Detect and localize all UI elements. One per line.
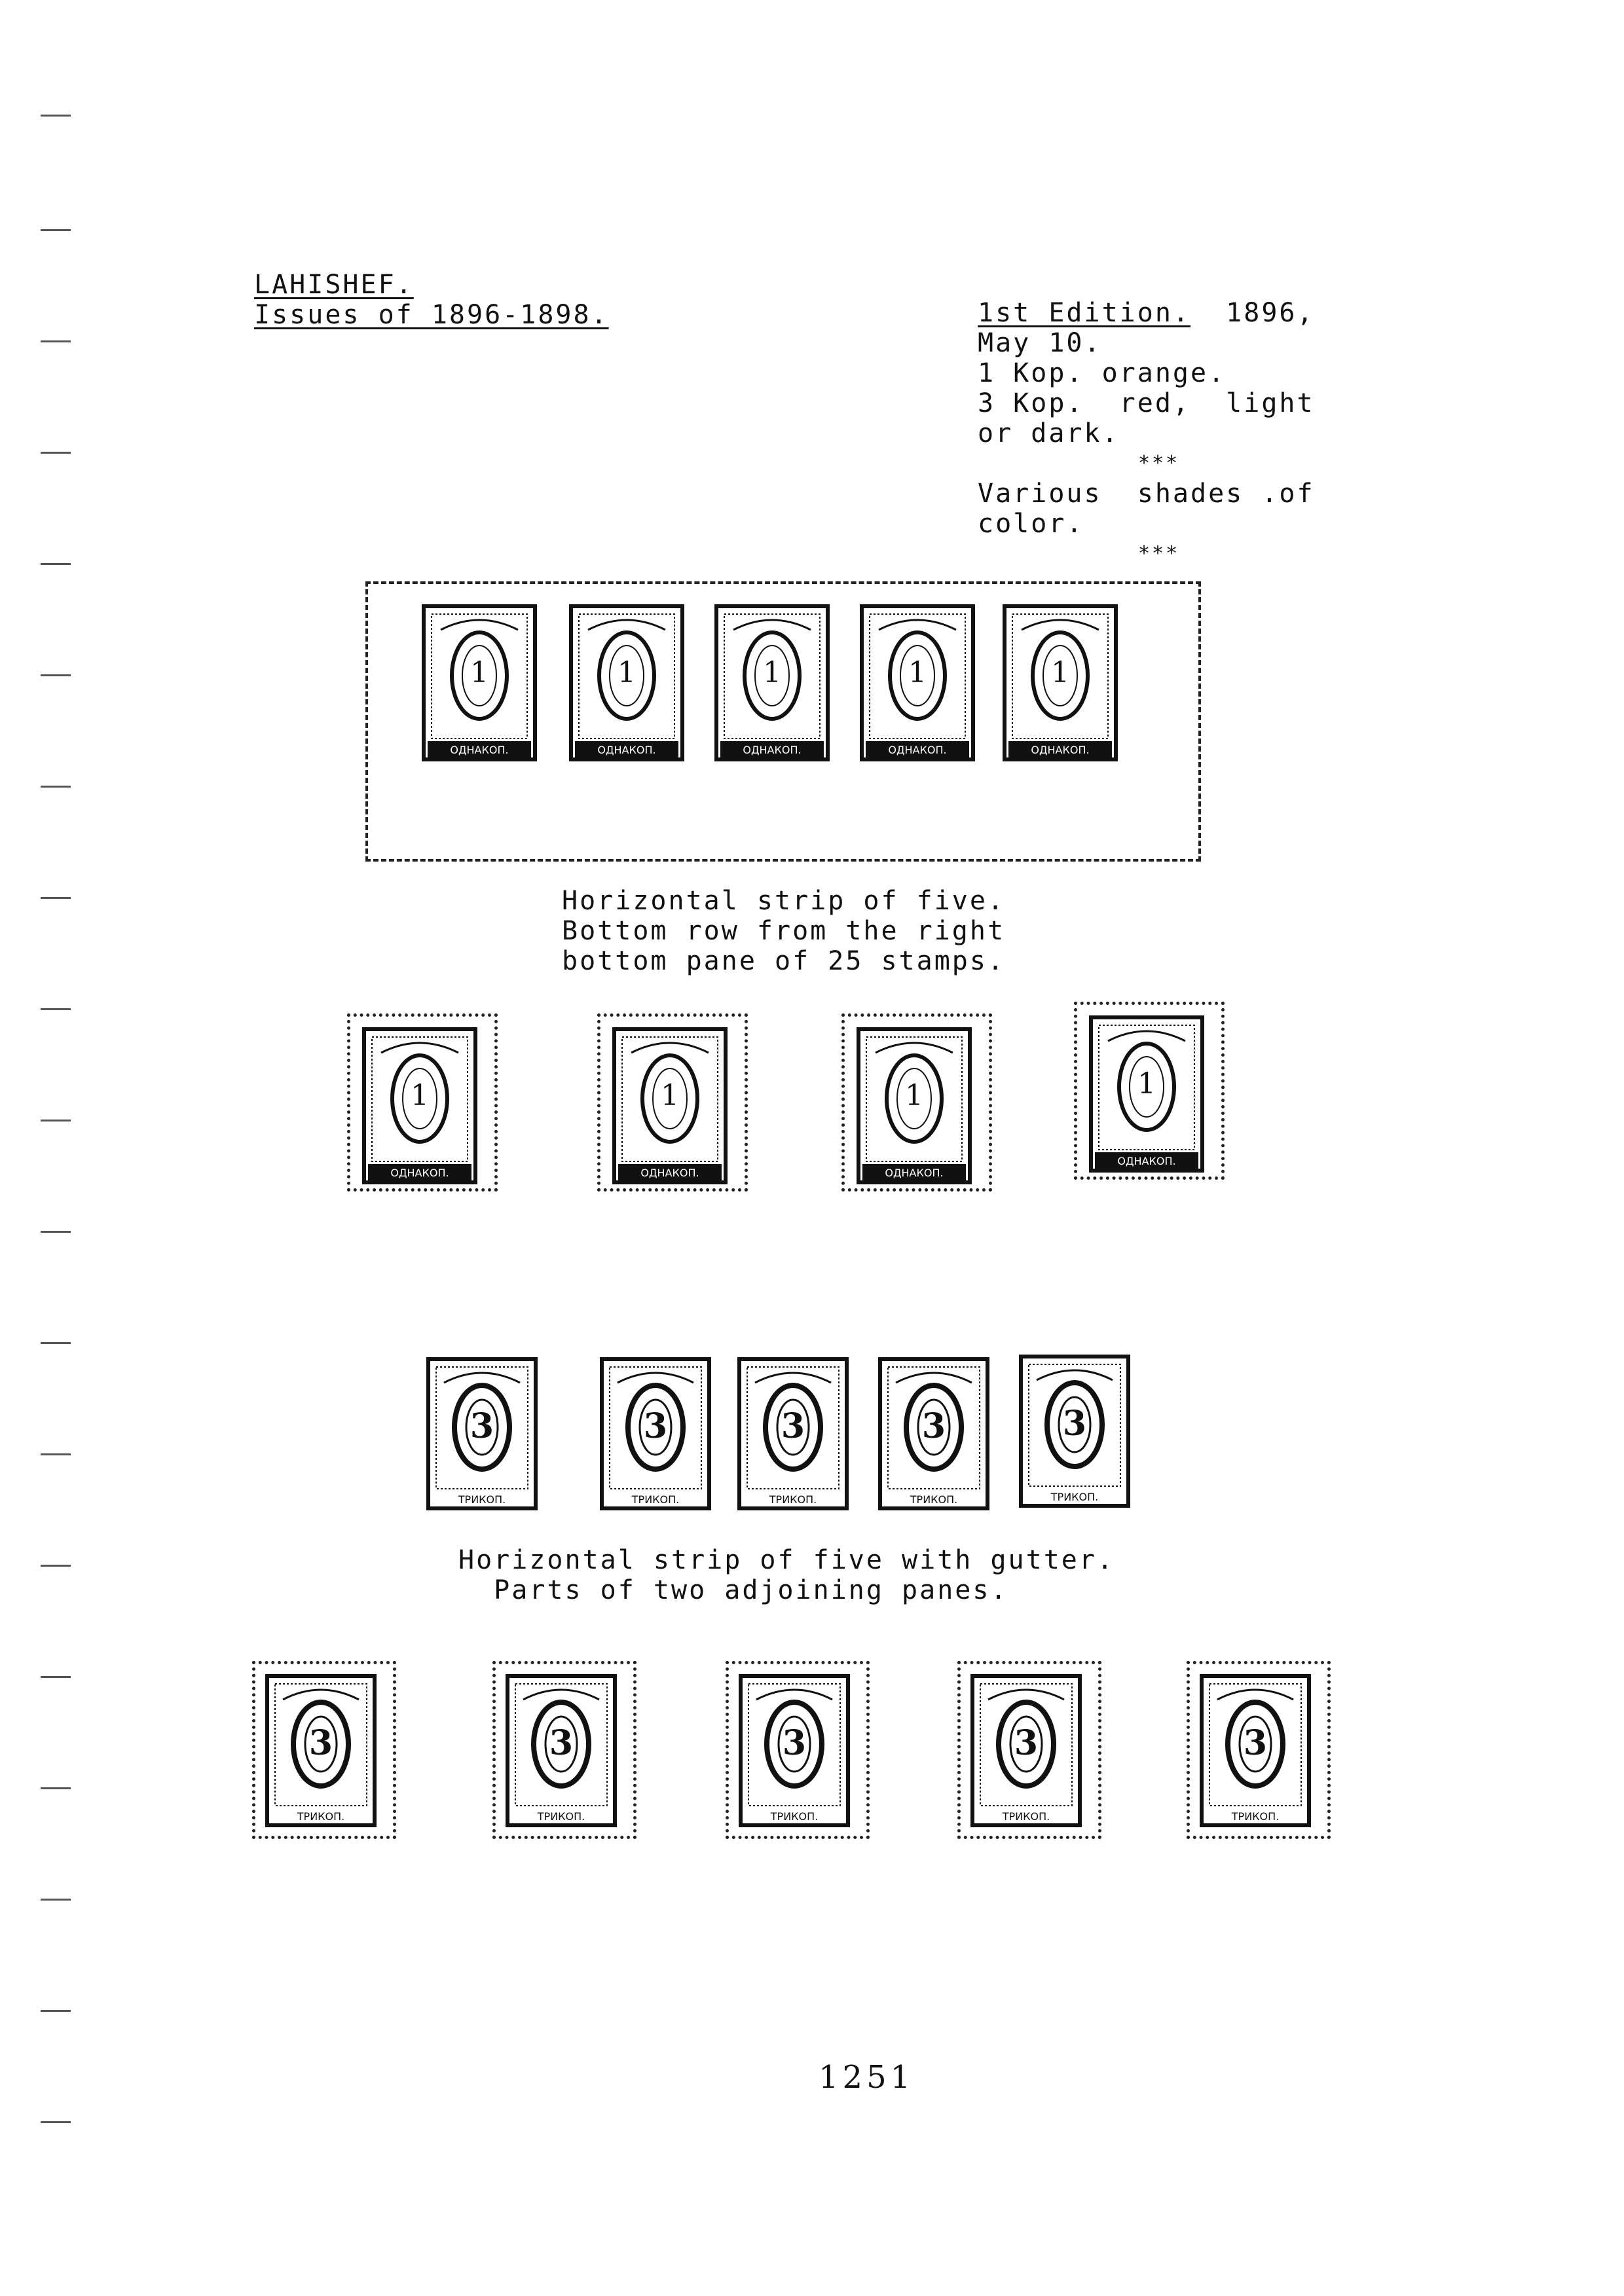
stamp-1kop xyxy=(421,604,538,762)
margin-tick xyxy=(41,786,71,788)
note-line: color. xyxy=(978,509,1084,539)
stamp-label: ТРИКОП. xyxy=(769,1493,817,1506)
stamp-label: ОДНАКОП. xyxy=(743,744,802,756)
margin-tick xyxy=(41,1231,71,1233)
stamp-3kop xyxy=(265,1673,377,1828)
margin-tick xyxy=(41,1787,71,1789)
stamp-label: ОДНАКОП. xyxy=(640,1167,699,1179)
margin-tick xyxy=(41,452,71,454)
stamp-label: ОДНАКОП. xyxy=(1031,744,1090,756)
margin-tick xyxy=(41,674,71,676)
stamp-1kop xyxy=(568,604,685,762)
stamp-numeral: 3 xyxy=(643,1406,668,1446)
stamp-numeral: 3 xyxy=(1243,1723,1268,1763)
stamp-1kop xyxy=(859,604,976,762)
edition-line: 3 Kop. red, light xyxy=(978,388,1315,418)
edition-line: 1 Kop. orange. xyxy=(978,358,1227,388)
stamp-3kop xyxy=(877,1357,990,1511)
stamp-numeral: 1 xyxy=(1137,1067,1156,1101)
stamp-label: ТРИКОП. xyxy=(1050,1491,1099,1503)
stamp-label: ТРИКОП. xyxy=(458,1493,506,1506)
separator-end: *** xyxy=(1138,542,1180,565)
edition-line: or dark. xyxy=(978,418,1120,448)
stamp-3kop xyxy=(1018,1354,1131,1508)
stamp-numeral: 1 xyxy=(618,656,636,689)
stamp-1kop xyxy=(714,604,830,762)
stamp-numeral: 3 xyxy=(782,1723,807,1763)
margin-tick xyxy=(41,1342,71,1344)
page-number: 1251 xyxy=(819,2059,915,2096)
edition-year: 1896, xyxy=(1226,298,1315,328)
stamp-3kop xyxy=(737,1357,849,1511)
caption-line: Parts of two adjoining panes. xyxy=(458,1575,1008,1605)
caption-line: Horizontal strip of five with gutter. xyxy=(458,1545,1115,1575)
stamp-numeral: 3 xyxy=(1014,1723,1039,1763)
stamp-numeral: 1 xyxy=(661,1079,679,1112)
stamp-1kop xyxy=(856,1027,972,1185)
stamp-numeral: 1 xyxy=(411,1079,429,1112)
caption-line: bottom pane of 25 stamps. xyxy=(562,946,1006,976)
stamp-numeral: 1 xyxy=(763,656,781,689)
page-subtitle-text: Issues of 1896-1898. xyxy=(254,300,609,330)
stamp-numeral: 3 xyxy=(921,1406,946,1446)
stamp-numeral: 1 xyxy=(1051,656,1069,689)
stamp-1kop xyxy=(1088,1015,1205,1173)
margin-tick xyxy=(41,1676,71,1678)
margin-tick xyxy=(41,897,71,899)
stamp-label: ОДНАКОП. xyxy=(390,1167,449,1179)
stamp-3kop xyxy=(505,1673,618,1828)
stamp-label: ТРИКОП. xyxy=(297,1810,345,1823)
stamp-numeral: 1 xyxy=(908,656,927,689)
stamp-label: ТРИКОП. xyxy=(631,1493,680,1506)
stamp-numeral: 3 xyxy=(781,1406,805,1446)
stamp-label: ТРИКОП. xyxy=(910,1493,958,1506)
stamp-1kop xyxy=(1002,604,1118,762)
margin-tick xyxy=(41,1565,71,1567)
margin-tick xyxy=(41,1120,71,1121)
note-line: Various shades .of xyxy=(978,479,1315,509)
stamp-numeral: 3 xyxy=(308,1723,333,1763)
stamp-3kop xyxy=(738,1673,851,1828)
stamp-1kop xyxy=(361,1027,478,1185)
edition-heading: 1st Edition. xyxy=(978,298,1190,328)
stamp-3kop xyxy=(970,1673,1082,1828)
margin-tick xyxy=(41,2121,71,2123)
stamp-label: ОДНАКОП. xyxy=(885,1167,944,1179)
separator: *** xyxy=(1138,452,1180,475)
margin-tick xyxy=(41,1453,71,1455)
page-title: LAHISHEF. xyxy=(254,270,414,300)
stamp-label: ТРИКОП. xyxy=(770,1810,819,1823)
stamp-numeral: 3 xyxy=(470,1406,494,1446)
stamp-label: ТРИКОП. xyxy=(1002,1810,1050,1823)
stamp-3kop xyxy=(599,1357,712,1511)
stamp-3kop xyxy=(1199,1673,1312,1828)
margin-tick xyxy=(41,1899,71,1901)
margin-tick xyxy=(41,115,71,117)
margin-tick xyxy=(41,340,71,342)
page-subtitle xyxy=(254,300,609,330)
margin-tick xyxy=(41,563,71,565)
margin-tick xyxy=(41,1008,71,1010)
stamp-label: ОДНАКОП. xyxy=(1117,1155,1176,1167)
margin-tick xyxy=(41,229,71,231)
stamp-label: ОДНАКОП. xyxy=(597,744,656,756)
stamp-1kop xyxy=(612,1027,728,1185)
stamp-numeral: 3 xyxy=(1062,1404,1087,1444)
edition-heading-line xyxy=(978,298,1315,328)
stamp-label: ОДНАКОП. xyxy=(888,744,947,756)
stamp-numeral: 1 xyxy=(470,656,489,689)
stamp-label: ОДНАКОП. xyxy=(450,744,509,756)
stamp-label: ТРИКОП. xyxy=(1231,1810,1280,1823)
stamp-3kop xyxy=(426,1357,538,1511)
caption-line: Horizontal strip of five. xyxy=(562,886,1006,916)
margin-tick xyxy=(41,2010,71,2012)
stamp-numeral: 1 xyxy=(905,1079,923,1112)
edition-line: May 10. xyxy=(978,328,1102,358)
caption-line: Bottom row from the right xyxy=(562,916,1006,946)
stamp-label: ТРИКОП. xyxy=(537,1810,585,1823)
stamp-numeral: 3 xyxy=(549,1723,574,1763)
